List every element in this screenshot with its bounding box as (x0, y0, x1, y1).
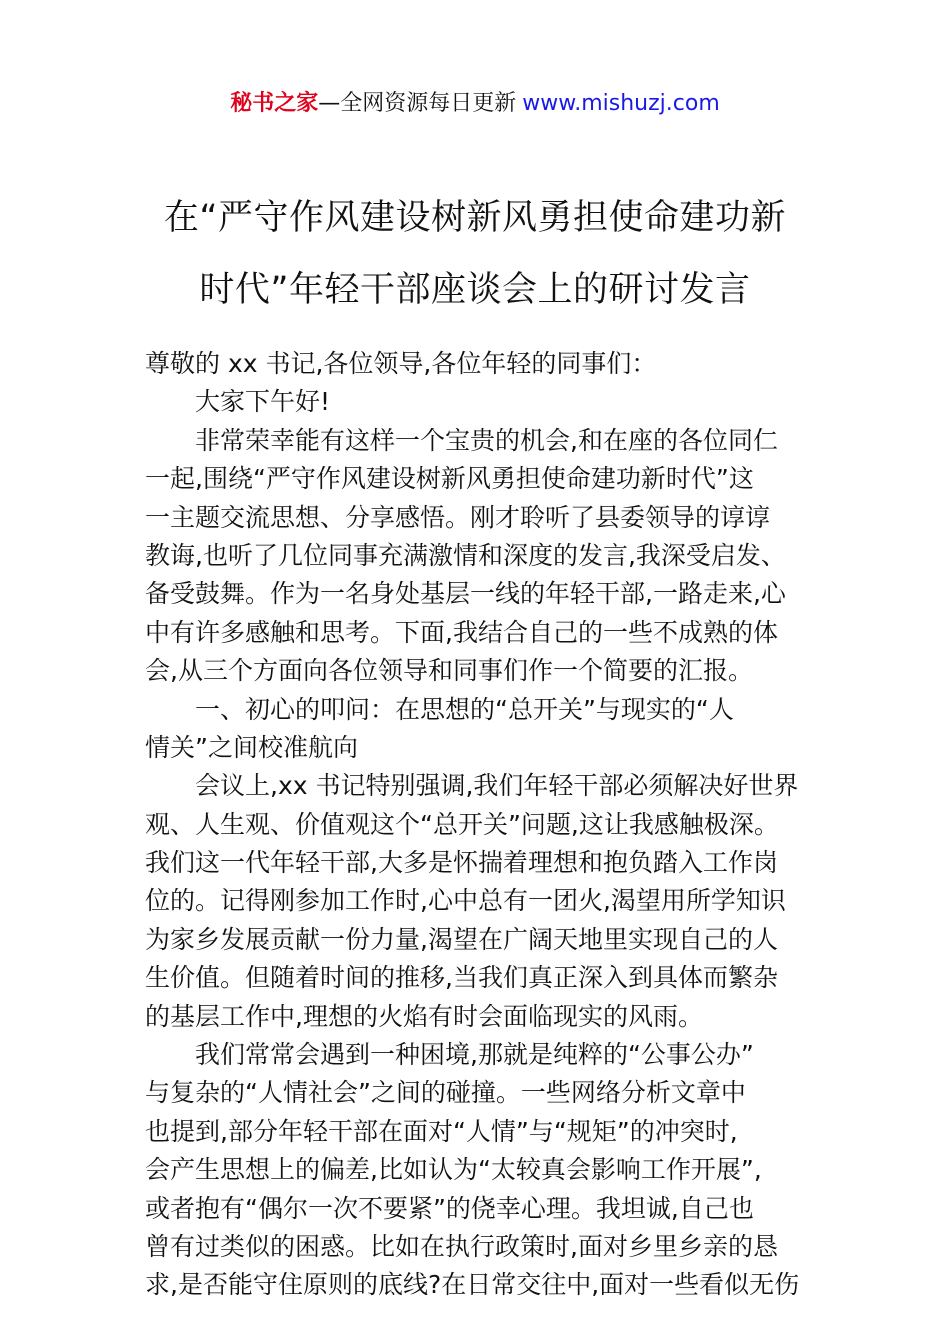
body-line: 尊敬的 xx 书记,各位领导,各位年轻的同事们： (145, 349, 657, 378)
body-line: 曾有过类似的困惑。比如在执行政策时,面对乡里乡亲的恳 (145, 1231, 778, 1261)
body-line: 会议上,xx 书记特别强调,我们年轻干部必须解决好世界 (195, 771, 799, 801)
body-line: 的基层工作中,理想的火焰有时会面临现实的风雨。 (145, 1001, 703, 1031)
body-line: 我们常常会遇到一种困境,那就是纯粹的“公事公办” (195, 1040, 754, 1070)
body-line: 生价值。但随着时间的推移,当我们真正深入到具体而繁杂 (145, 963, 778, 993)
body-line: 我们这一代年轻干部,大多是怀揣着理想和抱负踏入工作岗 (145, 848, 778, 878)
body-line: 求,是否能守住原则的底线?在日常交往中,面对一些看似无伤 (145, 1270, 800, 1300)
body-line: 一、初心的叩问：在思想的“总开关”与现实的“人 (195, 694, 734, 724)
body-line: 会产生思想上的偏差,比如认为“太较真会影响工作开展”, (145, 1155, 762, 1185)
title-line: 时代”年轻干部座谈会上的研讨发言 (199, 270, 751, 310)
body-line: 中有许多感触和思考。下面,我结合自己的一些不成熟的体 (145, 617, 778, 647)
site-header (0, 88, 950, 120)
header-slogan: —全网资源每日更新 (318, 91, 517, 116)
body-line: 或者抱有“偶尔一次不要紧”的侥幸心理。我坦诚,自己也 (145, 1193, 754, 1223)
body-line: 也提到,部分年轻干部在面对“人情”与“规矩”的冲突时, (145, 1116, 738, 1146)
body-line: 为家乡发展贡献一份力量,渴望在广阔天地里实现自己的人 (145, 924, 778, 954)
body-line: 一主题交流思想、分享感悟。刚才聆听了县委领导的谆谆 (145, 502, 771, 532)
site-url-link[interactable]: www.mishuzj.com (522, 91, 720, 116)
title-line: 在“严守作风建设树新风勇担使命建功新 (163, 198, 787, 238)
body-line: 一起,围绕“严守作风建设树新风勇担使命建功新时代”这 (145, 464, 754, 494)
document-body (145, 345, 810, 1305)
body-line: 与复杂的“人情社会”之间的碰撞。一些网络分析文章中 (145, 1078, 746, 1108)
body-line: 教诲,也听了几位同事充满激情和深度的发言,我深受启发、 (145, 540, 786, 570)
body-line: 大家下午好! (195, 387, 331, 417)
document-title (90, 182, 860, 326)
brand-name: 秘书之家 (230, 91, 319, 116)
body-line: 观、人生观、价值观这个“总开关”问题,这让我感触极深。 (145, 809, 779, 839)
body-line: 非常荣幸能有这样一个宝贵的机会,和在座的各位同仁 (195, 425, 778, 455)
body-line: 备受鼓舞。作为一名身处基层一线的年轻干部,一路走来,心 (145, 579, 786, 609)
body-line: 位的。记得刚参加工作时,心中总有一团火,渴望用所学知识 (145, 886, 786, 916)
body-line: 情关”之间校准航向 (145, 732, 358, 762)
body-line: 会,从三个方面向各位领导和同事们作一个简要的汇报。 (145, 656, 753, 686)
